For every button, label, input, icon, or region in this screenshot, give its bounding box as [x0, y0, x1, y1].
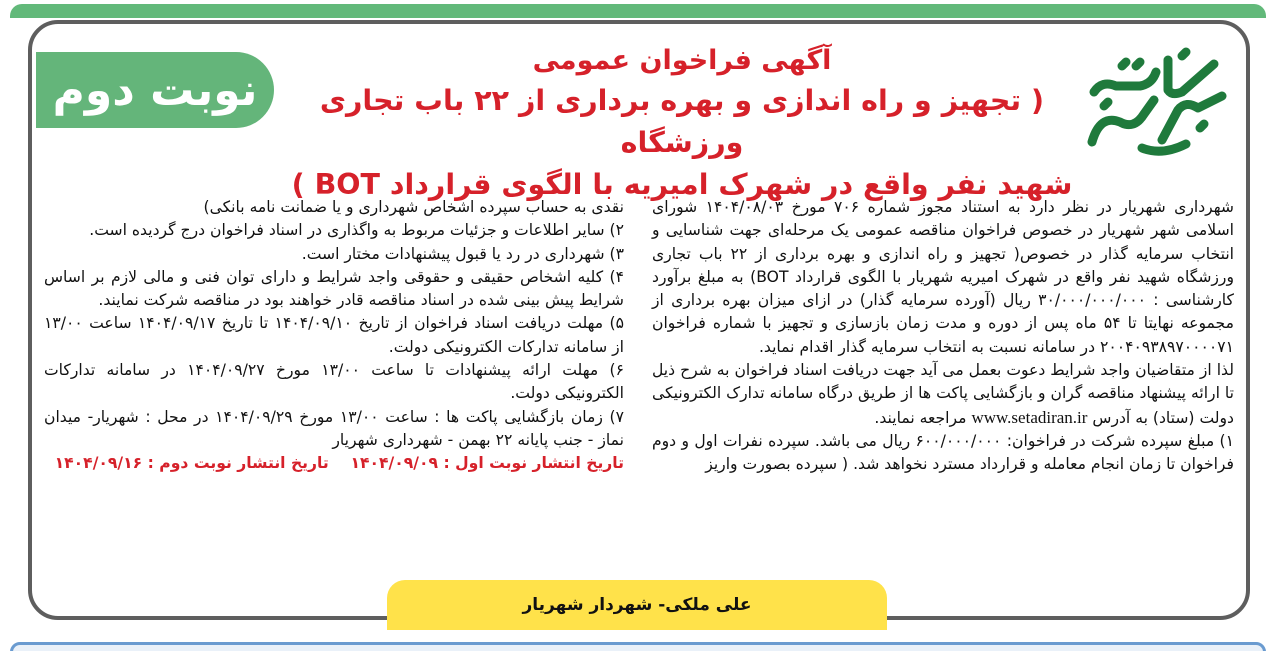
item-1-continued: نقدی به حساب سپرده اشخاص شهرداری و یا ضمانت نامه بانکی): [203, 198, 624, 216]
invitation-end: مراجعه نمایند.: [874, 408, 967, 427]
second-pub-label: تاریخ انتشار نوبت دوم :: [147, 454, 329, 473]
second-round-badge: نوبت دوم: [36, 52, 274, 128]
mayor-signature: علی ملکی- شهردار شهریار: [387, 580, 887, 630]
left-column: [44, 196, 624, 476]
item-7: ۷) زمان بازگشایی پاکت ها : ساعت ۱۳/۰۰ مورخ ۱۴۰۴/۰۹/۲۹ در محل : شهریار- میدان نماز - جنب پایانه ۲۲ بهمن - شهرداری شهریار: [44, 407, 625, 449]
notice-title: [290, 42, 1074, 206]
right-column: [652, 196, 1234, 477]
item-3: ۳) شهرداری در رد یا قبول پیشنهادات مختار است.: [301, 244, 624, 263]
item-1: ۱) مبلغ سپرده شرکت در فراخوان: ۶۰۰/۰۰۰/۰۰۰ ریال می باشد. سپرده نفرات اول و دوم فراخوان تا زمان انجام معامله و قرارداد مسترد نخواهد شد. ( سپرده بصورت واریز: [652, 431, 1234, 474]
top-stripe: [10, 4, 1266, 18]
invitation-paragraph: [652, 359, 1234, 430]
invitation-text: لذا از متقاضیان واجد شرایط دعوت بعمل می آید جهت دریافت اسناد فراخوان به شرح ذیل تا ارائه پیشنهاد مناقصه گران و بازگشایی پاکت ها از طریق درگاه سامانه تدارک الکترونیکی دولت (ستاد) به آدرس: [652, 361, 1234, 427]
item-2: ۲) سایر اطلاعات و جزئیات مربوط به واگذاری در اسناد فراخوان درج گردیده است.: [89, 221, 624, 240]
item-5: ۵) مهلت دریافت اسناد فراخوان از تاریخ ۱۴۰۴/۰۹/۱۰ تا تاریخ ۱۴۰۴/۰۹/۱۷ ساعت ۱۳/۰۰ از سامانه تدارکات الکترونیکی دولت.: [44, 314, 624, 356]
first-pub-date: ۱۴۰۴/۰۹/۰۹: [350, 454, 438, 473]
publication-dates: [44, 452, 624, 475]
title-line-2: ( تجهیز و راه اندازی و بهره برداری از ۲۲ باب تجاری ورزشگاه: [319, 84, 1045, 159]
bottom-stripe: [10, 642, 1266, 651]
item-6: ۶) مهلت ارائه پیشنهادات تا ساعت ۱۳/۰۰ مورخ ۱۴۰۴/۰۹/۲۷ در سامانه تدارکات الکترونیکی دولت.: [44, 361, 624, 403]
item-4: ۴) کلیه اشخاص حقیقی و حقوقی واجد شرایط و دارای توان فنی و مالی لازم بر اساس شرایط پیش بینی شده در اسناد مناقصه قادر خواهند بود در مناقصه شرکت نمایند.: [44, 267, 624, 310]
setad-url-link[interactable]: www.setadiran.ir: [971, 407, 1088, 427]
shahrdari-logo-icon: [1082, 44, 1232, 160]
intro-paragraph: شهرداری شهریار در نظر دارد به استناد مجوز شماره ۷۰۶ مورخ ۱۴۰۴/۰۸/۰۳ شورای اسلامی شهر شهریار در خصوص فراخوان مناقصه عمومی یک مرحله‌ای جهت شناسایی و انتخاب سرمایه گذار در خصوص( تجهیز و راه اندازی و بهره برداری از ۲۲ باب تجاری ورزشگاه شهید نفر واقع در شهرک امیریه شهریار با الگوی قرارداد BOT) به مبلغ برآورد کارشناسی : ۳۰/۰۰۰/۰۰۰/۰۰۰ ریال (آورده سرمایه گذار) در ازای میزان بهره برداری از مجموعه نهایتا تا ۵۴ ماه پس از دوره و مدت زمان بازسازی و تجهیز با شماره فراخوان ۲۰۰۴۰۹۳۸۹۷۰۰۰۰۷۱ در سامانه نسبت به انتخاب سرمایه گذار اقدام نماید.: [652, 198, 1235, 356]
second-pub-date: ۱۴۰۴/۰۹/۱۶: [54, 454, 143, 473]
title-line-3: شهید نفر واقع در شهرک امیریه با الگوی قرارداد BOT ): [291, 168, 1073, 201]
first-pub-label: تاریخ انتشار نوبت اول :: [443, 454, 624, 473]
title-line-1: آگهی فراخوان عمومی: [532, 45, 832, 76]
